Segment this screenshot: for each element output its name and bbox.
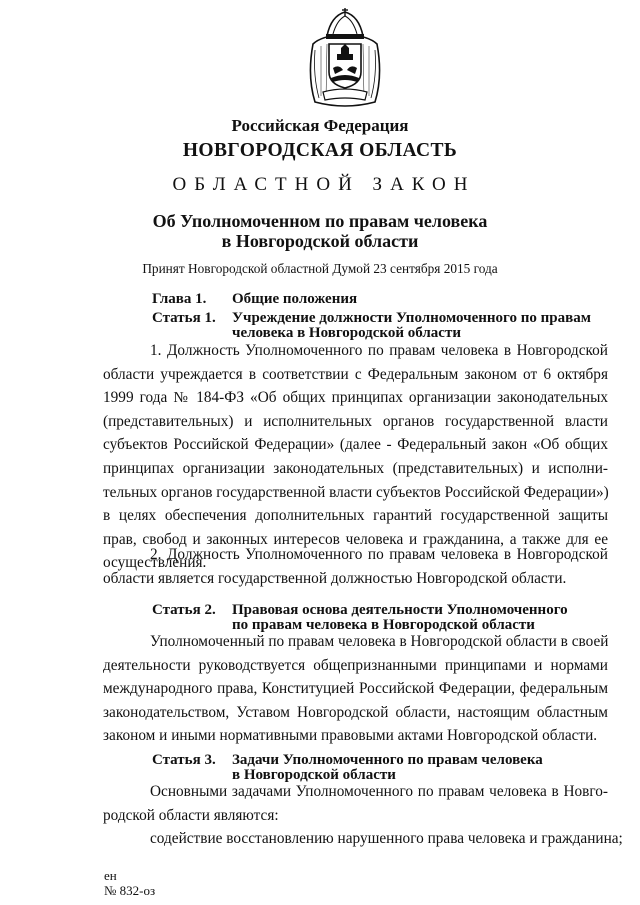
- country-name: Российская Федерация: [231, 116, 409, 135]
- article-title-line: по правам человека в Новгородской области: [232, 617, 535, 633]
- text-line: области является государственной должностью Новгородской области.: [103, 569, 567, 587]
- coat-of-arms-emblem: [293, 6, 397, 110]
- article-title: [232, 311, 612, 341]
- article1-paragraph1: [103, 339, 608, 575]
- article-number: Статья 1.: [152, 310, 216, 326]
- text-line: субъектов Российской Федерации» (далее - Федеральный закон «Об общих: [103, 436, 608, 454]
- text-line: области учреждается в соответствии с Федеральным законом от 6 октября: [103, 365, 608, 383]
- text-line: 1. Должность Уполномоченного по правам человека в Новгородской: [150, 342, 608, 359]
- article-title: [232, 753, 612, 783]
- article-title-line: человека в Новгородской области: [232, 325, 461, 341]
- article3-paragraph: [103, 780, 623, 851]
- chapter-title: Общие положения: [232, 291, 358, 307]
- region-name: НОВГОРОДСКАЯ ОБЛАСТЬ: [182, 140, 458, 161]
- text-line: тельных органов государственной власти субъектов Российской Федерации»): [103, 483, 609, 501]
- text-line: деятельности руководствуется общепризнанными принципами и нормами: [103, 656, 608, 674]
- list-item: содействие восстановлению нарушенного права человека и гражданина;: [150, 830, 623, 848]
- law-title: [0, 211, 640, 251]
- article-title-line: Учреждение должности Уполномоченного по правам: [232, 310, 591, 326]
- text-line: прав, свобод и законных интересов человека и гражданина, а также для ее: [103, 530, 608, 548]
- text-line: принципах организации законодательных (представительных) и исполни-: [103, 459, 608, 477]
- article-title-line: в Новгородской области: [232, 767, 396, 783]
- article-title-line: Правовая основа деятельности Уполномоченного: [232, 602, 568, 618]
- text-line: (представительных) и исполнительных органов государственной власти: [103, 412, 608, 430]
- article1-paragraph2: [103, 543, 608, 590]
- article2-paragraph: [103, 630, 608, 748]
- law-type: ОБЛАСТНОЙ ЗАКОН: [172, 174, 476, 195]
- text-line: осуществления.: [103, 554, 207, 572]
- article-title-line: Задачи Уполномоченного по правам человека: [232, 752, 543, 768]
- law-title-line: в Новгородской области: [221, 231, 419, 251]
- article-number: Статья 3.: [152, 752, 216, 768]
- text-line: в целях обеспечения дополнительных гарантий государственной защиты: [103, 507, 608, 525]
- text-line: 1999 года № 184-ФЗ «Об общих принципах организации законодательных: [103, 389, 608, 407]
- text-line: родской области являются:: [103, 806, 279, 824]
- footer-law-number: № 832-оз: [104, 883, 156, 898]
- footer-initials: ен: [104, 868, 117, 883]
- text-line: 2. Должность Уполномоченного по правам человека в Новгородской: [150, 546, 608, 563]
- text-line: Основными задачами Уполномоченного по правам человека в Новго-: [150, 783, 608, 800]
- text-line: законодательством, Уставом Новгородской области, настоящим областным: [103, 703, 608, 721]
- text-line: международного права, Конституцией Российской Федерации, федеральным: [103, 680, 608, 698]
- adoption-note: Принят Новгородской областной Думой 23 сентября 2015 года: [142, 261, 498, 276]
- article-number: Статья 2.: [152, 602, 216, 618]
- law-title-line: Об Уполномоченном по правам человека: [152, 211, 488, 231]
- text-line: Уполномоченный по правам человека в Новгородской области в своей: [150, 633, 609, 650]
- text-line: законом и иными нормативными правовыми актами Новгородской области.: [103, 727, 598, 745]
- article-title: [232, 603, 612, 633]
- chapter-number: Глава 1.: [152, 291, 207, 307]
